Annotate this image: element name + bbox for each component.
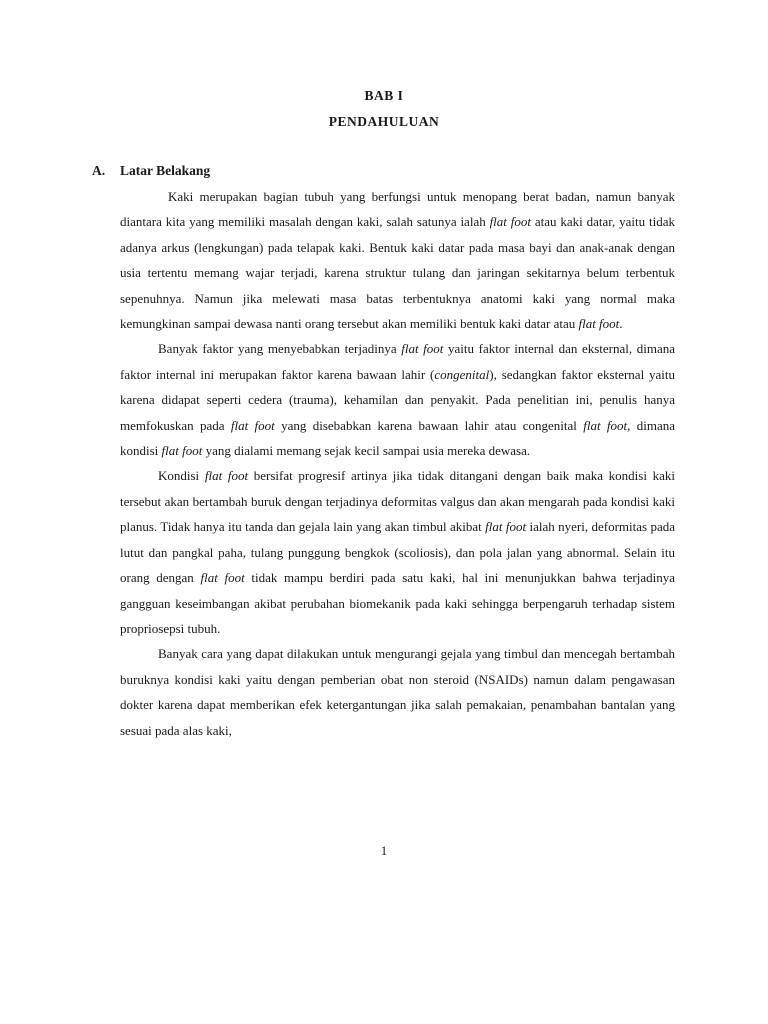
text-run: , dimana kondisi [120, 417, 675, 459]
text-run: atau kaki datar, yaitu tidak adanya arkus (lengkungan) pada telapak kaki. Bentuk kaki datar pada masa bayi dan anak-anak dengan usia tertentu memang wajar terjadi, karena struktur tulang dan jaringan sekitarnya belum terbentuk sepenuhnya. Namun jika melewati masa batas terbentuknya anatomi kaki yang normal maka kemungkinan sampai dewasa nanti orang tersebut akan memiliki bentuk kaki datar atau [120, 214, 675, 332]
page-number: 1 [380, 843, 388, 858]
text-run: tidak mampu berdiri pada satu kaki, hal ini menunjukkan bahwa terjadinya gangguan keseimbangan akibat perubahan biomekanik pada kaki sehingga berpengaruh terhadap sistem propriosepsi tubuh. [120, 570, 676, 636]
chapter-title: PENDAHULUAN [328, 114, 440, 129]
italic-term: flat foot [204, 468, 249, 484]
section-heading [92, 163, 210, 179]
italic-term: flat foot [489, 214, 531, 230]
text-run: Kaki merupakan bagian tubuh yang berfungsi untuk menopang berat badan, namun banyak diantara kita yang memiliki masalah dengan kaki, salah satunya ialah [120, 189, 675, 230]
italic-term: flat foot [578, 316, 620, 332]
chapter-number: BAB I [364, 88, 404, 103]
text-run: . [619, 316, 623, 332]
italic-term: flat foot [485, 519, 527, 535]
text-run: Banyak cara yang dapat dilakukan untuk mengurangi gejala yang timbul dan mencegah bertambah buruknya kondisi kaki yaitu dengan pemberian obat non steroid (NSAIDs) namun dalam pengawasan dokter karena dapat memberikan efek ketergantungan jika salah pemakaian, penambahan bantalan yang sesuai pada alas kaki, [120, 646, 675, 738]
italic-term: flat foot [200, 570, 245, 586]
text-run: Kondisi [158, 468, 205, 484]
text-run: ), sedangkan faktor eksternal yaitu karena didapat seperti cedera (trauma), kehamilan dan penyakit. Pada penelitian ini, penulis hanya memfokuskan pada [120, 366, 676, 433]
text-run: yaitu faktor internal dan eksternal, dimana faktor internal ini merupakan faktor karena bawaan lahir ( [120, 341, 675, 382]
italic-term: congenital [434, 366, 490, 382]
italic-term: flat foot [230, 417, 275, 433]
paragraph [120, 336, 675, 463]
paragraph [120, 184, 675, 336]
italic-term: flat foot [161, 443, 203, 459]
text-run: yang dialami memang sejak kecil sampai usia mereka dewasa. [202, 443, 531, 459]
italic-term: flat foot [583, 417, 628, 433]
section-letter: A. [92, 163, 106, 178]
section-title: Latar Belakang [120, 163, 211, 178]
italic-term: flat foot [401, 341, 444, 357]
body-text [120, 184, 675, 743]
text-run: ialah nyeri, deformitas pada lutut dan pangkal paha, tulang punggung bengkok (scoliosis), dan pola jalan yang abnormal. Selain itu orang dengan [120, 519, 675, 586]
paragraph [120, 463, 675, 641]
text-run: Banyak faktor yang menyebabkan terjadinya [158, 341, 402, 357]
paragraph [120, 641, 675, 743]
text-run: bersifat progresif artinya jika tidak ditangani dengan baik maka kondisi kaki tersebut akan bertambah buruk dengan terjadinya deformitas valgus dan akan mengarah pada kondisi kaki planus. Tidak hanya itu tanda dan gejala lain yang akan timbul akibat [120, 468, 676, 535]
text-run: yang disebabkan karena bawaan lahir atau congenital [274, 417, 584, 433]
